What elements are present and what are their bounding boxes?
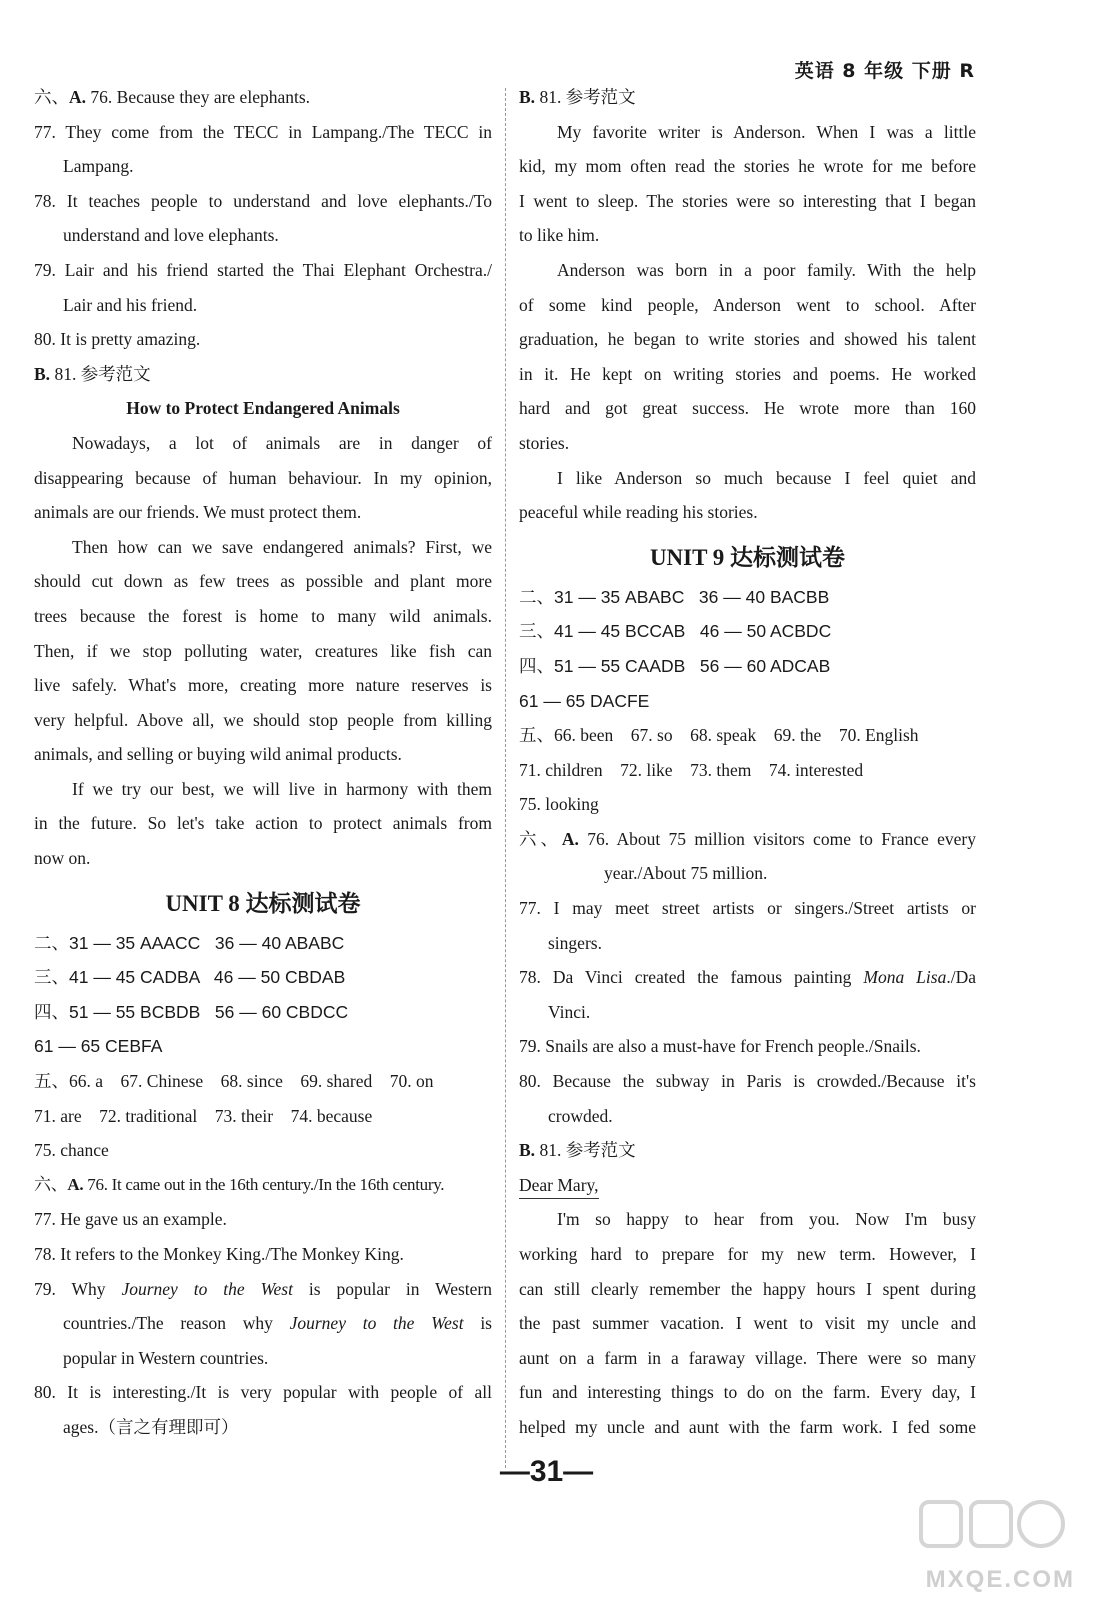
essay-line: hard and got great success. He wrote more than 160 bbox=[519, 398, 976, 419]
essay-line: Nowadays, a lot of animals are in danger of bbox=[72, 432, 492, 453]
essay-line: I went to sleep. The stories were so interesting that I began bbox=[519, 190, 976, 211]
answer-line: 77. He gave us an example. bbox=[34, 1209, 227, 1230]
essay-line: If we try our best, we will live in harmony with them bbox=[72, 778, 492, 799]
essay-line: animals are our friends. We must protect them. bbox=[34, 502, 362, 523]
answer-line: 75. looking bbox=[519, 794, 599, 815]
answer-line: 77. They come from the TECC in Lampang./The TECC in bbox=[34, 121, 492, 142]
essay-line: very helpful. Above all, we should stop people from killing bbox=[34, 709, 492, 730]
essay-line: helped my uncle and aunt with the farm work. I fed some bbox=[519, 1416, 976, 1437]
essay-line: Then how can we save endangered animals? First, we bbox=[72, 536, 492, 557]
essay-line: peaceful while reading his stories. bbox=[519, 502, 758, 523]
column-divider bbox=[505, 88, 506, 1468]
answer-line: 六、A. 76. About 75 million visitors come to France every bbox=[519, 828, 976, 849]
essay-line: live safely. What's more, creating more nature reserves is bbox=[34, 675, 492, 696]
essay-line: can still clearly remember the happy hours I spent during bbox=[519, 1278, 976, 1299]
answer-line: understand and love elephants. bbox=[63, 225, 279, 246]
answer-line: 二、31 — 35 AAACC 36 — 40 ABABC bbox=[34, 932, 345, 953]
answer-line: 三、41 — 45 CADBA 46 — 50 CBDAB bbox=[34, 967, 346, 988]
watermark-text: MXQE.COM bbox=[925, 1566, 1075, 1593]
essay-line: of some kind people, Anderson went to school. After bbox=[519, 294, 976, 315]
answer-line: 78. It teaches people to understand and love elephants./To bbox=[34, 190, 492, 211]
answer-line: 三、41 — 45 BCCAB 46 — 50 ACBDC bbox=[519, 621, 832, 642]
watermark bbox=[905, 1494, 1075, 1594]
answer-line: 78. It refers to the Monkey King./The Monkey King. bbox=[34, 1244, 404, 1264]
answer-line: 78. Da Vinci created the famous painting Mona Lisa./Da bbox=[519, 967, 976, 988]
essay-line: the past summer vacation. I went to visit my uncle and bbox=[519, 1313, 976, 1334]
essay-line: animals, and selling or buying wild animal products. bbox=[34, 744, 402, 765]
answer-line: year./About 75 million. bbox=[604, 863, 768, 884]
essay-line: Anderson was born in a poor family. With the help bbox=[557, 259, 976, 280]
essay-line: aunt on a farm in a faraway village. There were so many bbox=[519, 1347, 976, 1368]
essay-line: should cut down as few trees as possible and plant more bbox=[34, 571, 492, 592]
answer-line: ages.（言之有理即可） bbox=[63, 1416, 239, 1437]
essay-line: I'm so happy to hear from you. Now I'm busy bbox=[557, 1209, 976, 1230]
watermark-logo-icon bbox=[917, 1494, 1067, 1560]
answer-line: 75. chance bbox=[34, 1140, 109, 1161]
essay-line: disappearing because of human behaviour. In my opinion, bbox=[34, 467, 492, 488]
section-label: B. 81. 参考范文 bbox=[34, 363, 151, 384]
essay-line: now on. bbox=[34, 848, 91, 869]
answer-line: 四、51 — 55 BCBDB 56 — 60 CBDCC bbox=[34, 1001, 349, 1022]
answer-line: 79. Lair and his friend started the Thai Elephant Orchestra./ bbox=[34, 259, 492, 280]
page-number: —31— bbox=[499, 1455, 594, 1488]
essay-line: stories. bbox=[519, 432, 570, 453]
essay-title: How to Protect Endangered Animals bbox=[126, 398, 400, 419]
essay-line: working hard to prepare for my new term. However, I bbox=[519, 1244, 976, 1264]
section-label: B. 81. 参考范文 bbox=[519, 87, 636, 107]
answer-line: 77. I may meet street artists or singers./Street artists or bbox=[519, 898, 976, 919]
answer-line: 80. Because the subway in Paris is crowded./Because it's bbox=[519, 1071, 976, 1092]
answer-line: Lampang. bbox=[63, 156, 134, 177]
answer-line: 五、66. been 67. so 68. speak 69. the 70. English bbox=[519, 725, 919, 746]
section-label: B. 81. 参考范文 bbox=[519, 1140, 636, 1161]
answer-line: Vinci. bbox=[548, 1001, 591, 1022]
answer-line: 六、A. 76. Because they are elephants. bbox=[34, 87, 311, 107]
essay-line: trees because the forest is home to many wild animals. bbox=[34, 605, 492, 626]
essay-line: Then, if we stop polluting water, creatures like fish can bbox=[34, 640, 492, 661]
answer-line: countries./The reason why Journey to the West is bbox=[63, 1313, 492, 1334]
left-column bbox=[34, 80, 492, 1445]
answer-line: 二、31 — 35 ABABC 36 — 40 BACBB bbox=[519, 586, 830, 607]
answer-line: 71. are 72. traditional 73. their 74. because bbox=[34, 1105, 373, 1126]
answer-line: 四、51 — 55 CAADB 56 — 60 ADCAB bbox=[519, 655, 831, 676]
answer-line: 79. Snails are also a must-have for French people./Snails. bbox=[519, 1036, 921, 1057]
essay-line: graduation, he began to write stories and showed his talent bbox=[519, 329, 976, 350]
unit-9-title: UNIT 9 达标测试卷 bbox=[649, 544, 846, 570]
essay-line: fun and interesting things to do on the farm. Every day, I bbox=[519, 1382, 976, 1403]
essay-line: My favorite writer is Anderson. When I was a little bbox=[557, 121, 976, 142]
answer-line: 61 — 65 DACFE bbox=[519, 690, 650, 711]
essay-line: to like him. bbox=[519, 225, 600, 246]
answer-line: 80. It is interesting./It is very popular with people of all bbox=[34, 1382, 492, 1403]
answer-line: singers. bbox=[548, 932, 602, 953]
essay-line: I like Anderson so much because I feel quiet and bbox=[557, 467, 976, 488]
answer-line: 79. Why Journey to the West is popular in Western bbox=[34, 1278, 493, 1299]
essay-line: kid, my mom often read the stories he wrote for me before bbox=[519, 156, 976, 177]
essay-line: in it. He kept on writing stories and poems. He worked bbox=[519, 363, 976, 384]
answer-line: Lair and his friend. bbox=[63, 294, 198, 315]
answer-line: 六、A. 76. It came out in the 16th century./In the 16th century. bbox=[34, 1174, 445, 1194]
answer-line: 61 — 65 CEBFA bbox=[34, 1036, 163, 1057]
essay-line: in the future. So let's take action to protect animals from bbox=[34, 813, 492, 834]
letter-greeting: Dear Mary, bbox=[519, 1168, 976, 1203]
answer-line: crowded. bbox=[548, 1105, 613, 1126]
page-header: 英语 8 年级 下册 R bbox=[794, 60, 975, 82]
unit-8-title: UNIT 8 达标测试卷 bbox=[165, 890, 361, 916]
right-column bbox=[519, 80, 976, 1445]
answer-line: popular in Western countries. bbox=[63, 1347, 269, 1368]
answer-line: 五、66. a 67. Chinese 68. since 69. shared 70. on bbox=[34, 1071, 434, 1092]
answer-line: 80. It is pretty amazing. bbox=[34, 329, 201, 350]
answer-line: 71. children 72. like 73. them 74. interested bbox=[519, 759, 864, 780]
